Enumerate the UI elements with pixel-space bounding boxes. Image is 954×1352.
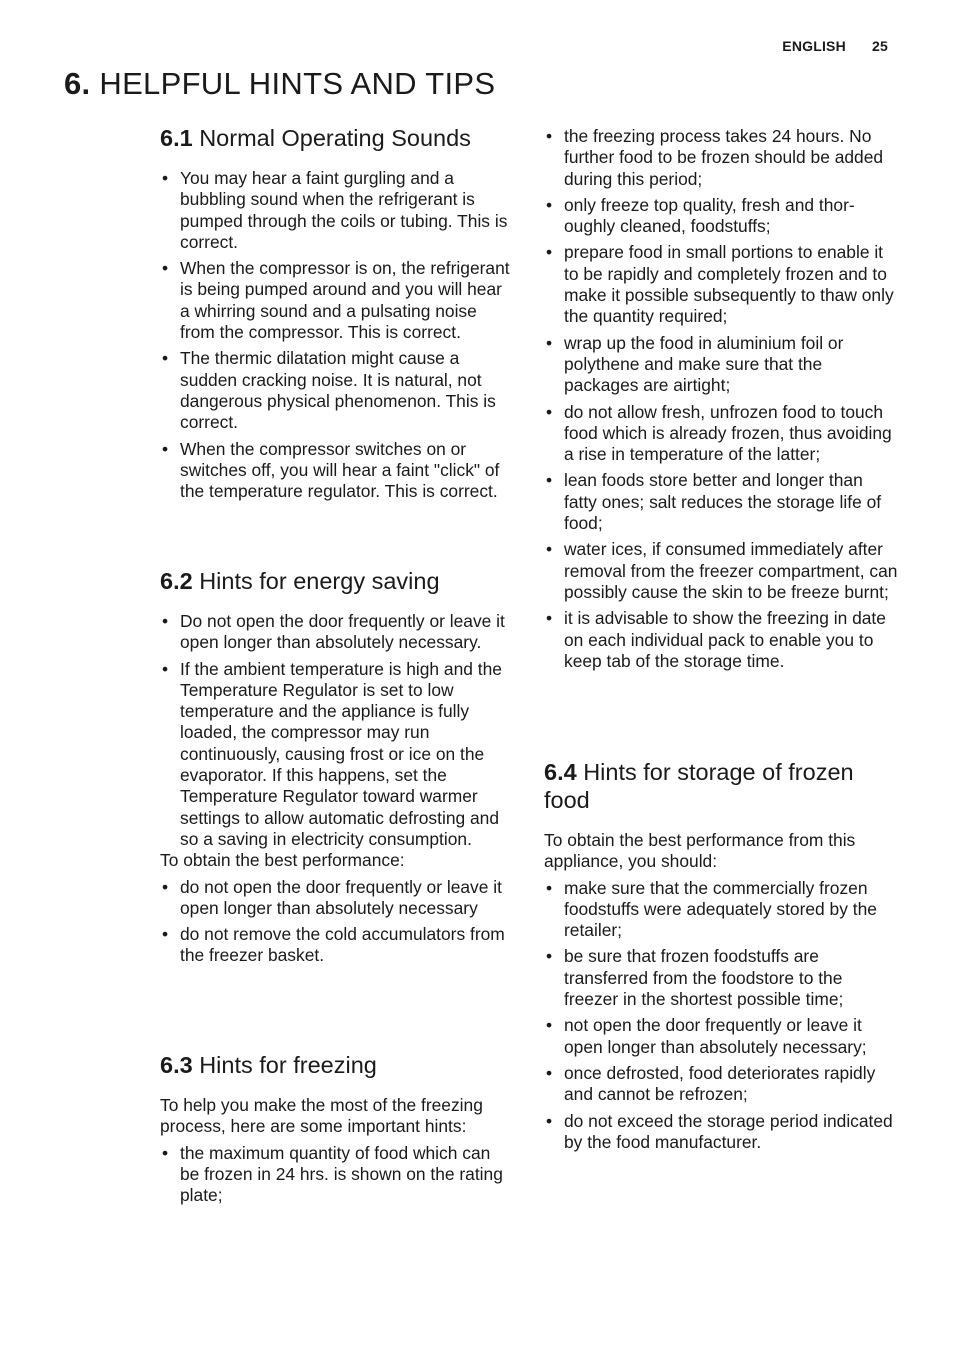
paragraph: To obtain the best performance from this appliance, you should: [544, 830, 856, 872]
chapter-title [64, 66, 495, 102]
section-6-4 [544, 758, 900, 1158]
section-6-3-continued [544, 126, 900, 677]
bullet-list [160, 877, 514, 967]
page-number: 25 [872, 38, 888, 54]
section-6-3 [160, 1051, 514, 1211]
chapter-number: 6. [64, 66, 91, 101]
bullet-list [160, 1143, 514, 1207]
page-header [782, 38, 888, 54]
paragraph: To obtain the best performance: [160, 850, 405, 871]
bullet-list [544, 878, 900, 1154]
bullet-list [160, 611, 514, 850]
list-item: • Do not open the door frequently or leave it open longer than absolutely necessary. [160, 611, 514, 654]
list-item: • lean foods store better and longer than fatty ones; salt reduces the storage life of food; [544, 470, 900, 534]
section-number: 6.4 [544, 759, 577, 785]
bullet-list [544, 126, 900, 672]
section-6-1 [160, 124, 514, 507]
section-title: Hints for freezing [199, 1052, 377, 1078]
list-item: • do not allow fresh, unfrozen food to touch food which is already frozen, thus avoiding a rise in temperature of the latter; [544, 402, 900, 466]
list-item: • not open the door frequently or leave it open longer than absolutely necessary; [544, 1015, 900, 1058]
chapter-title-text: HELPFUL HINTS AND TIPS [99, 66, 496, 101]
list-item: • do not exceed the storage period indicated by the food manufacturer. [544, 1111, 900, 1154]
list-item: • it is advisable to show the freezing in date on each individual pack to enable you to keep tab of the storage time. [544, 608, 900, 672]
list-item: • wrap up the food in aluminium foil or polythene and make sure that the packages are airtight; [544, 333, 900, 397]
section-heading [544, 758, 900, 814]
bullet-list [160, 168, 514, 502]
list-item: • When the compressor switches on or switches off, you will hear a faint "click" of the temperature regulator. This is correct. [160, 439, 514, 503]
section-6-2 [160, 567, 514, 972]
list-item: • When the compressor is on, the refrigerant is being pumped around and you will hear a whirring sound and a pulsating noise from the compressor. This is correct. [160, 258, 514, 343]
list-item: • water ices, if consumed immediately after removal from the freezer compartment, can possibly cause the skin to be freeze burnt; [544, 539, 900, 603]
section-title: Hints for energy saving [199, 568, 440, 594]
section-number: 6.3 [160, 1052, 193, 1078]
list-item: • do not remove the cold accumulators from the freezer basket. [160, 924, 514, 967]
list-item: • The thermic dilatation might cause a sudden cracking noise. It is natural, not dangerous physical phenomenon. This is correct. [160, 348, 514, 433]
section-title: Normal Operating Sounds [199, 125, 471, 151]
list-item: • the freezing process takes 24 hours. No further food to be frozen should be added during this period; [544, 126, 900, 190]
list-item: • make sure that the commercially frozen foodstuffs were adequately stored by the retailer; [544, 878, 900, 942]
list-item: • be sure that frozen foodstuffs are transferred from the foodstore to the freezer in the shortest possible time; [544, 946, 900, 1010]
section-heading [160, 124, 514, 152]
section-number: 6.2 [160, 568, 193, 594]
list-item: • do not open the door frequently or leave it open longer than absolutely necessary [160, 877, 514, 920]
section-heading [160, 567, 514, 595]
paragraph: To help you make the most of the freezing process, here are some important hints: [160, 1095, 483, 1137]
list-item: • You may hear a faint gurgling and a bubbling sound when the refrigerant is pumped through the coils or tubing. This is correct. [160, 168, 514, 253]
list-item: • once defrosted, food deteriorates rapidly and cannot be refrozen; [544, 1063, 900, 1106]
list-item: • only freeze top quality, fresh and thoroughly cleaned, foodstuffs; [544, 195, 900, 238]
section-number: 6.1 [160, 125, 193, 151]
list-item: • If the ambient temperature is high and the Temperature Regulator is set to low temperature and the appliance is fully loaded, the compressor may run continuously, causing frost or ice on the evaporator. If this happens, set the Temperature Regulator toward warmer settings to allow automatic defrosting and so a saving in electricity consumption. [160, 659, 514, 851]
language-label: ENGLISH [782, 38, 846, 54]
section-heading [160, 1051, 514, 1079]
section-title: Hints for storage of frozen food [544, 759, 854, 813]
list-item: • the maximum quantity of food which can be frozen in 24 hrs. is shown on the rating plate; [160, 1143, 514, 1207]
list-item: • prepare food in small portions to enable it to be rapidly and completely frozen and to make it possible subsequently to thaw only the quantity required; [544, 242, 900, 327]
